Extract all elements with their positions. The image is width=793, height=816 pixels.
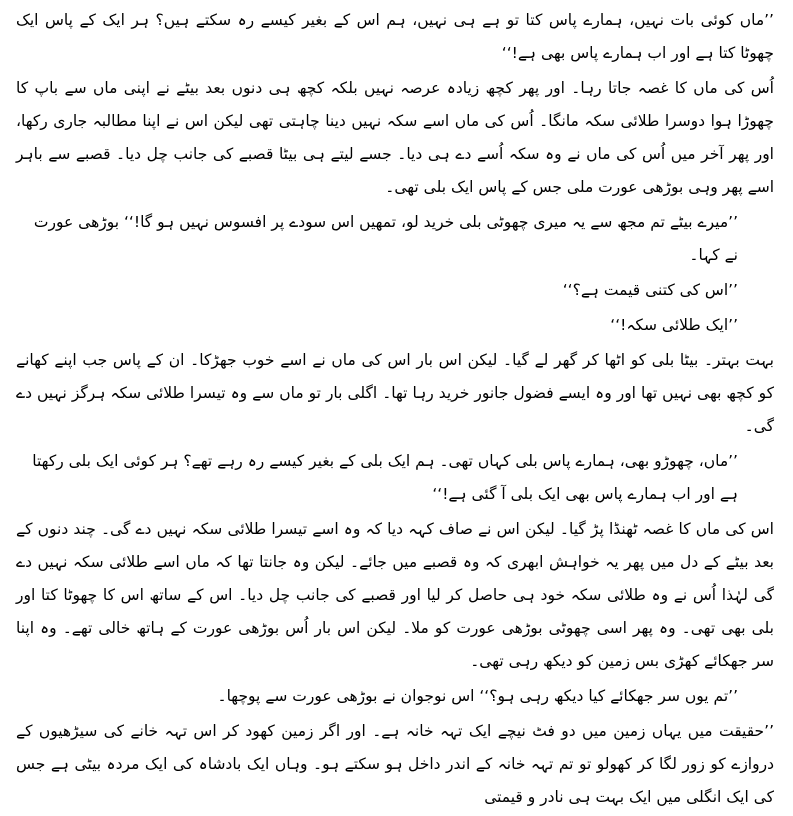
paragraph-third-coin: اس کی ماں کا غصہ ٹھنڈا پڑ گیا۔ لیکن اس نے صاف کہہ دیا کہ وہ اسے تیسرا طلائی سکہ نہیں دے گی۔ چند دنوں کے بعد بیٹے کے دل میں پھر یہ خواہش ابھری کہ وہ قصبے میں جائے۔ لیکن وہ جانتا تھا کہ ماں اسے طلائی سکہ نہیں دے گی لہٰذا اُس نے وہ طلائی سکہ خود ہی حاصل کر لیا اور قصبے کی جانب چل دیا۔ اس کے ساتھ اس کا چھوٹا کتا اور بلی بھی تھی۔ وہ پھر اسی چھوٹی بوڑھی عورت کو ملا۔ لیکن اس بار اُس بوڑھی عورت کے ہاتھ خالی تھے۔ وہ اپنا سر جھکائے کھڑی بس زمین کو دیکھ رہی تھی۔ [16,520,774,670]
paragraph-cat-reply: ’’ماں، چھوڑو بھی، ہمارے پاس بلی کہاں تھی۔ ہم ایک بلی کے بغیر کیسے رہ رہے تھے؟ ہر کوئی ایک بلی رکھتا ہے اور اب ہمارے پاس بھی ایک بلی آ گئی ہے!‘‘ [32,452,738,503]
paragraph-second-coin: اُس کی ماں کا غصہ جاتا رہا۔ اور پھر کچھ زیادہ عرصہ نہیں بلکہ کچھ ہی دنوں بعد بیٹے نے اپنی ماں سے باپ کا چھوڑا ہوا دوسرا طلائی سکہ مانگا۔ اُس کی ماں اسے سکہ نہیں دینا چاہتی تھی لیکن اس نے اپنا مطالبہ جاری رکھا، اور پھر آخر میں اُس کی ماں نے وہ سکہ اُسے دے ہی دیا۔ جسے لیتے ہی بیٹا قصبے کی جانب چل دیا۔ قصبے سے باہر اسے پھر وہی بوڑھی عورت ملی جس کے پاس ایک بلی تھی۔ [16,79,774,196]
paragraph-cellar-story: ’’حقیقت میں یہاں زمین میں دو فٹ نیچے ایک تہہ خانہ ہے۔ اور اگر زمین کھود کر اس تہہ خانے کی سیڑھیوں کے دروازے کو زور لگا کر کھولو تو تم تہہ خانہ کے اندر داخل ہو سکتے ہو۔ وہاں ایک بادشاہ کی ایک مردہ بیٹی ہے جس کی ایک انگلی میں ایک بہت ہی نادر و قیمتی [16,722,774,806]
document-body [16,4,774,816]
paragraph-price-answer: ’’ایک طلائی سکہ!‘‘ [610,316,738,334]
paragraph-dog-reply: ’’ماں کوئی بات نہیں، ہمارے پاس کتا تو ہے ہی نہیں، ہم اس کے بغیر کیسے رہ سکتے ہیں؟ ہر ایک کے پاس ایک چھوٹا کتا ہے اور اب ہمارے پاس بھی ہے!‘‘ [16,11,774,62]
paragraph-woman-offers-cat: ’’میرے بیٹے تم مجھ سے یہ میری چھوٹی بلی خرید لو، تمھیں اس سودے پر افسوس نہیں ہو گا!‘‘ بوڑھی عورت نے کہا۔ [33,213,738,264]
paragraph-young-man-asks: ’’تم یوں سر جھکائے کیا دیکھ رہی ہو؟‘‘ اس نوجوان نے بوڑھی عورت سے پوچھا۔ [217,687,738,705]
paragraph-mother-scolds: بہت بہتر۔ بیٹا بلی کو اٹھا کر گھر لے گیا۔ لیکن اس بار اس کی ماں نے اسے خوب جھڑکا۔ ان کے پاس جب اپنے کھانے کو کچھ بھی نہیں تھا اور وہ ایسے فضول جانور خرید رہا تھا۔ اگلی بار تو ماں سے وہ تیسرا طلائی سکہ ہرگز نہیں دے گی۔ [16,351,774,435]
paragraph-price-question: ’’اس کی کتنی قیمت ہے؟‘‘ [562,281,738,299]
